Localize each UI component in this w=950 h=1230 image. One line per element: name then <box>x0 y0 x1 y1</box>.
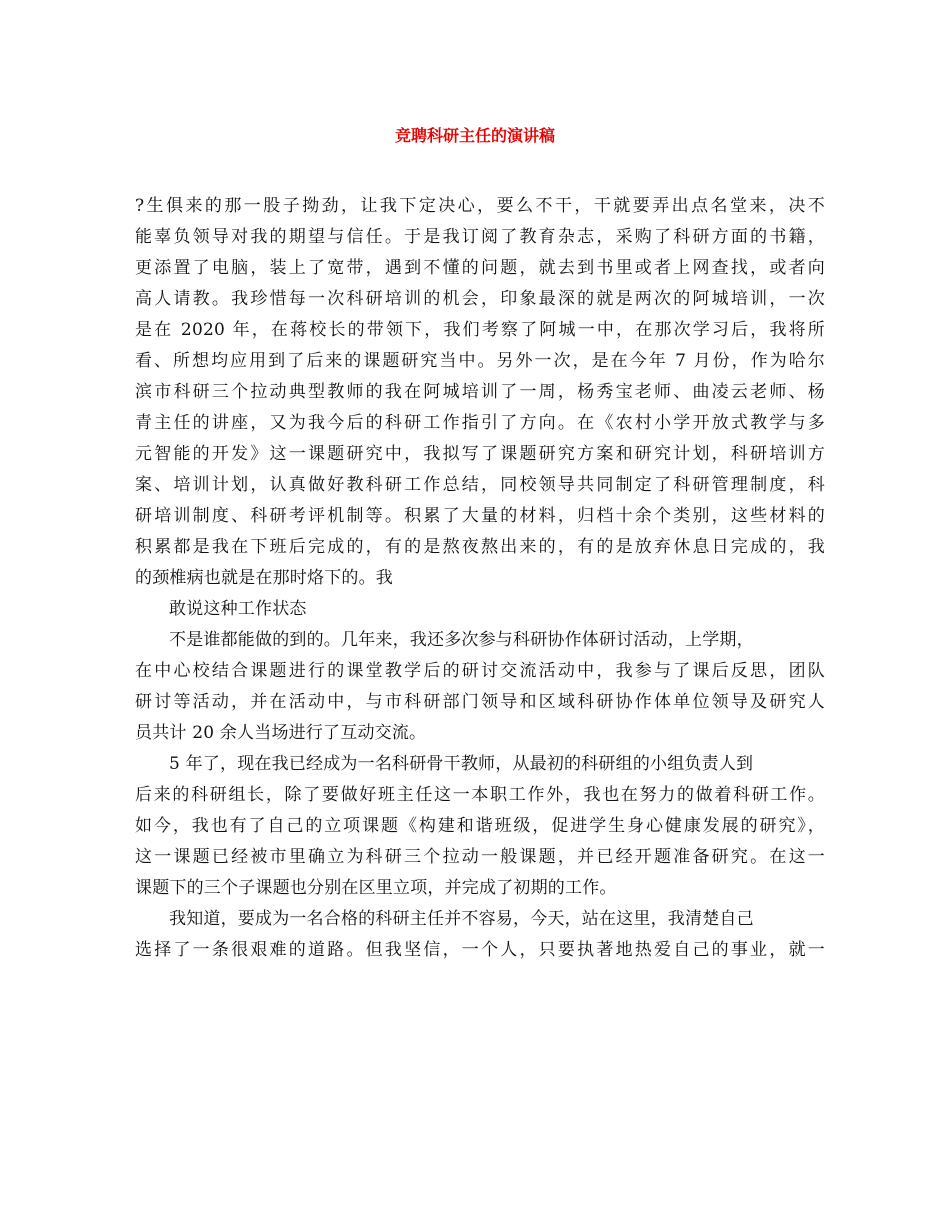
document-body <box>135 191 825 966</box>
text-line: 研讨等活动，并在活动中，与市科研部门领导和区域科研协作体单位领导及研究人 <box>135 692 825 712</box>
text-line: 在中心校结合课题进行的课堂教学后的研讨交流活动中，我参与了课后反思，团队 <box>135 661 825 681</box>
text-line: 这一课题已经被市里确立为科研三个拉动一般课题，并已经开题准备研究。在这一 <box>135 847 825 867</box>
text-line: 能辜负领导对我的期望与信任。于是我订阅了教育杂志，采购了科研方面的书籍， <box>135 227 825 247</box>
text-line: 选择了一条很艰难的道路。但我坚信，一个人，只要执著地热爱自己的事业，就一 <box>135 940 825 960</box>
text-line: 滨市科研三个拉动典型教师的我在阿城培训了一周，杨秀宝老师、曲凌云老师、杨 <box>135 382 825 402</box>
text-line: 5 年了，现在我已经成为一名科研骨干教师，从最初的科研组的小组负责人到 <box>169 754 754 774</box>
text-line: 是在 2020 年，在蒋校长的带领下，我们考察了阿城一中，在那次学习后，我将所 <box>135 320 825 340</box>
text-line: 更添置了电脑，装上了宽带，遇到不懂的问题，就去到书里或者上网查找，或者向 <box>135 258 825 278</box>
text-line: 青主任的讲座，又为我今后的科研工作指引了方向。在《农村小学开放式教学与多 <box>135 413 825 433</box>
text-line: 课题下的三个子课题也分别在区里立项，并完成了初期的工作。 <box>135 878 617 898</box>
text-line: 敢说这种工作状态 <box>169 599 307 619</box>
text-line: 积累都是我在下班后完成的，有的是熬夜熬出来的，有的是放弃休息日完成的，我 <box>135 537 825 557</box>
text-line: ?生俱来的那一股子拗劲，让我下定决心，要么不干，干就要弄出点名堂来，决不 <box>135 196 825 216</box>
text-line: 元智能的开发》这一课题研究中，我拟写了课题研究方案和研究计划，科研培训方 <box>135 444 825 464</box>
text-line: 研培训制度、科研考评机制等。积累了大量的材料，归档十余个类别，这些材料的 <box>135 506 825 526</box>
text-line: 高人请教。我珍惜每一次科研培训的机会，印象最深的就是两次的阿城培训，一次 <box>135 289 825 309</box>
text-line: 我知道，要成为一名合格的科研主任并不容易，今天，站在这里，我清楚自己 <box>169 909 754 929</box>
text-line: 如今，我也有了自己的立项课题《构建和谐班级，促进学生身心健康发展的研究》， <box>135 816 825 836</box>
text-line: 的颈椎病也就是在那时烙下的。我 <box>135 568 393 588</box>
text-line: 不是谁都能做的到的。几年来，我还多次参与科研协作体研讨活动，上学期， <box>169 630 754 650</box>
text-line: 后来的科研组长，除了要做好班主任这一本职工作外，我也在努力的做着科研工作。 <box>135 785 825 805</box>
text-line: 员共计 20 余人当场进行了互动交流。 <box>135 723 427 743</box>
document-title: 竞聘科研主任的演讲稿 <box>394 126 555 145</box>
text-line: 案、培训计划，认真做好教科研工作总结，同校领导共同制定了科研管理制度，科 <box>135 475 825 495</box>
text-line: 看、所想均应用到了后来的课题研究当中。另外一次，是在今年 7 月份，作为哈尔 <box>135 351 825 371</box>
